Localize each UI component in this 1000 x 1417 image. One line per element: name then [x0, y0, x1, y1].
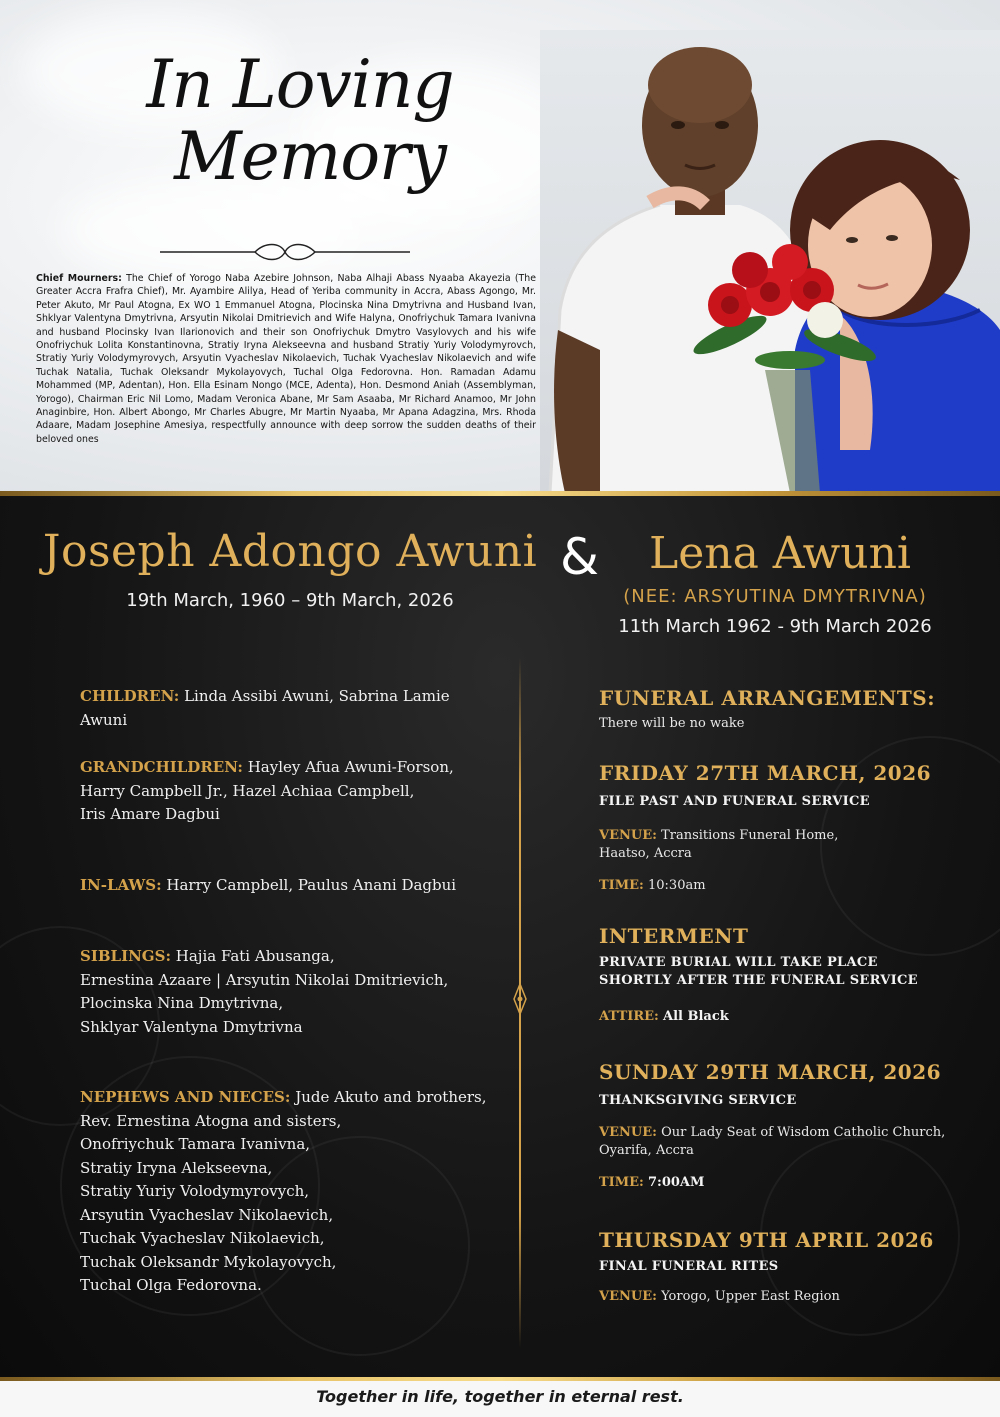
- nephews-line: Jude Akuto and brothers,: [295, 1088, 487, 1106]
- inlaws-label: IN-LAWS:: [80, 876, 162, 894]
- ampersand: &: [560, 528, 599, 586]
- sunday-event: [599, 1060, 979, 1192]
- sunday-date: SUNDAY 29TH MARCH, 2026: [599, 1060, 942, 1084]
- deceased-name-1: Joseph Adongo Awuni: [42, 526, 538, 577]
- chief-mourners-label: Chief Mourners:: [36, 273, 122, 284]
- main-panel: [0, 496, 1000, 1377]
- siblings-line: Shklyar Valentyna Dmytrivna: [80, 1017, 303, 1036]
- children-section: [80, 685, 500, 732]
- grandchildren-label: GRANDCHILDREN:: [80, 758, 243, 776]
- page-title: [120, 46, 480, 195]
- nephews-line: Stratiy Iryna Alekseevna,: [80, 1158, 273, 1177]
- sunday-venue: [599, 1124, 979, 1160]
- top-banner: [0, 0, 1000, 493]
- friday-event: [599, 761, 979, 895]
- funeral-arrangements-heading: FUNERAL ARRANGEMENTS:: [599, 686, 936, 710]
- sunday-time: [599, 1174, 979, 1192]
- title-line-2: Memory: [174, 118, 446, 195]
- sunday-event-title: THANKSGIVING SERVICE: [599, 1093, 797, 1108]
- friday-time: [599, 877, 979, 895]
- time-value: 7:00AM: [648, 1175, 705, 1190]
- attire-value: All Black: [663, 1009, 729, 1024]
- children-text: Linda Assibi Awuni, Sabrina Lamie Awuni: [80, 687, 450, 729]
- siblings-line: Ernestina Azaare | Arsyutin Nikolai Dmitrievich,: [80, 970, 449, 989]
- nephews-line: Arsyutin Vyacheslav Nikolaevich,: [80, 1205, 334, 1224]
- thursday-venue: [599, 1288, 979, 1306]
- siblings-label: SIBLINGS:: [80, 947, 171, 965]
- deceased-name-2: Lena Awuni: [648, 528, 912, 579]
- grandchildren-line: Hayley Afua Awuni-Forson,: [247, 758, 454, 776]
- nephews-line: Tuchak Vyacheslav Nikolaevich,: [80, 1229, 325, 1247]
- thursday-date: THURSDAY 9TH APRIL 2026: [599, 1228, 934, 1252]
- venue-line: Transitions Funeral Home,: [661, 828, 839, 843]
- footer-tagline: Together in life, together in eternal rest.: [316, 1387, 684, 1406]
- siblings-line: Plocinska Nina Dmytrivna,: [80, 994, 284, 1012]
- interment-line: SHORTLY AFTER THE FUNERAL SERVICE: [599, 973, 918, 988]
- thursday-event: [599, 1228, 979, 1306]
- interment-section: [599, 924, 979, 1026]
- thursday-event-title: FINAL FUNERAL RITES: [599, 1259, 779, 1274]
- chief-mourners: [36, 272, 536, 446]
- funeral-arrangements-heading-block: [599, 686, 979, 733]
- maiden-name: (NEE: ARSYUTINA DMYTRIVNA): [623, 586, 927, 607]
- couple-photo: [540, 30, 1000, 493]
- siblings-section: [80, 945, 500, 1039]
- venue-line: Haatso, Accra: [599, 846, 692, 861]
- grandchildren-line: Harry Campbell Jr., Hazel Achiaa Campbell,: [80, 781, 415, 800]
- grandchildren-line: Iris Amare Dagbui: [80, 805, 220, 823]
- attire: [599, 1008, 979, 1026]
- venue-label: VENUE:: [599, 828, 657, 843]
- attire-label: ATTIRE:: [599, 1009, 659, 1024]
- children-label: CHILDREN:: [80, 687, 180, 705]
- friday-event-title: FILE PAST AND FUNERAL SERVICE: [599, 794, 870, 809]
- title-line-1: In Loving: [146, 46, 454, 123]
- friday-date: FRIDAY 27TH MARCH, 2026: [599, 761, 932, 785]
- interment-heading: INTERMENT: [599, 924, 749, 948]
- deceased-dates-2: 11th March 1962 - 9th March 2026: [618, 616, 932, 637]
- grandchildren-section: [80, 756, 500, 827]
- venue-line: Yorogo, Upper East Region: [661, 1289, 840, 1304]
- time-label: TIME:: [599, 878, 644, 893]
- inlaws-section: [80, 874, 500, 898]
- time-value: 10:30am: [648, 878, 706, 893]
- interment-line: PRIVATE BURIAL WILL TAKE PLACE: [599, 955, 878, 970]
- venue-line: Oyarifa, Accra: [599, 1143, 694, 1158]
- nephews-line: Rev. Ernestina Atogna and sisters,: [80, 1111, 342, 1130]
- nephews-nieces-label: NEPHEWS AND NIECES:: [80, 1088, 291, 1106]
- nephews-line: Tuchak Oleksandr Mykolayovych,: [80, 1252, 337, 1271]
- inlaws-text: Harry Campbell, Paulus Anani Dagbui: [166, 876, 457, 894]
- nephews-line: Tuchal Olga Fedorovna.: [80, 1276, 262, 1294]
- deceased-dates-1: 19th March, 1960 – 9th March, 2026: [126, 590, 454, 611]
- time-label: TIME:: [599, 1175, 644, 1190]
- divider-ornament: [510, 984, 530, 1014]
- venue-label: VENUE:: [599, 1289, 657, 1304]
- venue-line: Our Lady Seat of Wisdom Catholic Church,: [661, 1125, 946, 1140]
- flourish-ornament: [160, 240, 410, 264]
- nephews-line: Stratiy Yuriy Volodymyrovych,: [80, 1182, 310, 1200]
- chief-mourners-text: The Chief of Yorogo Naba Azebire Johnson, Naba Alhaji Abass Nyaaba Akayezia (The Greater Accra Frafra Chief), Mr. Ayambire Alilya, Head of Yeriba community in Accra, Abass Agongo, Mr. Peter Akuto, Mr Paul Atogna, Ex WO 1 Emmanuel Atogna, Plocinska Nina Dmytrivna and Husband Ivan, Shklyar Valentyna Dmytrivna, Arsyutin Nikolai Dmitrievich and Wife Halyna, Onofriychuk Tamara Ivanivna and husband Plocinsky Ivan Ilarionovich and their son Onofriychuk Dmytro Vasylovych and his wife Onofriychuk Lolita Konstantinovna, Stratiy Iryna Alekseevna and husband Stratiy Yuriy Volodymyrovch, Stratiy Yuriy Volodymyrovych, Arsyutin Vyacheslav Nikolaevich, Tuchak Vyacheslav Nikolaevich and wife Tuchak Natalia, Tuchak Oleksandr Mykolayovych, Tuchal Olga Fedorovna. Hon. Ramadan Adamu Mohammed (MP, Adentan), Hon. Ella Esinam Nongo (MCE, Adenta), Hon. Desmond Aniah (Assemblyman, Yorogo), Chairman Eric Nil Lomo, Madam Veronica Abane, Mr Sam Asaaba, Mr Richard Anamoo, Mr John Anaginbire, Hon. Albert Abongo, Mr Charles Abugre, Mr Martin Nyaaba, Mr Apana Adagzina, Mrs. Rhoda Adaare, Madam Josephine Amesiya, respectfully announce with deep sorrow the sudden deaths of their beloved ones: [36, 273, 536, 445]
- friday-venue: [599, 827, 979, 863]
- no-wake-note: There will be no wake: [599, 716, 745, 731]
- siblings-line: Hajia Fati Abusanga,: [175, 947, 335, 965]
- nephews-nieces-section: [80, 1086, 500, 1298]
- nephews-line: Onofriychuk Tamara Ivanivna,: [80, 1135, 311, 1153]
- footer: [0, 1381, 1000, 1417]
- venue-label: VENUE:: [599, 1125, 657, 1140]
